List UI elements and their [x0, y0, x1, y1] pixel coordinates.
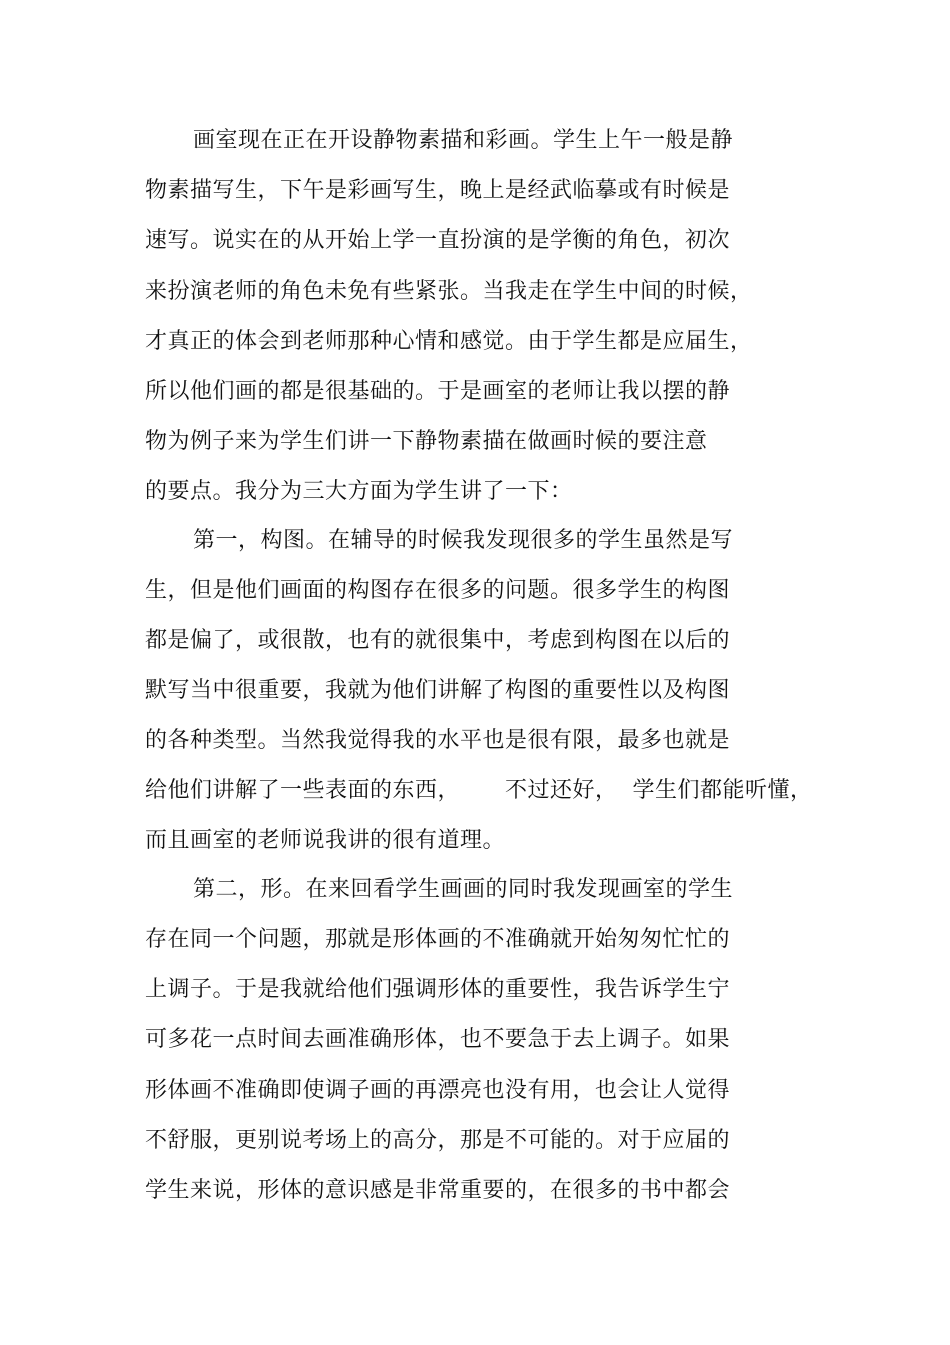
paragraph-3-line-2: 存在同一个问题，那就是形体画的不准确就开始匆匆忙忙的 [145, 927, 731, 952]
paragraph-1-line-1: 画室现在正在开设静物素描和彩画。学生上午一般是静 [193, 128, 734, 153]
paragraph-1-line-4: 来扮演老师的角色未免有些紧张。当我走在学生中间的时候， [145, 279, 753, 304]
paragraph-2-line-2: 生，但是他们画面的构图存在很多的问题。很多学生的构图 [145, 578, 731, 603]
paragraph-2-line-7: 而且画室的老师说我讲的很有道理。 [145, 828, 506, 853]
paragraph-1-line-5: 才真正的体会到老师那种心情和感觉。由于学生都是应届生， [145, 329, 753, 354]
paragraph-3-line-4: 可多花一点时间去画准确形体，也不要急于去上调子。如果 [145, 1027, 731, 1052]
paragraph-3-line-6: 不舒服，更别说考场上的高分，那是不可能的。对于应届的 [145, 1128, 731, 1153]
paragraph-3-line-3: 上调子。于是我就给他们强调形体的重要性，我告诉学生宁 [145, 977, 731, 1002]
paragraph-3-line-1: 第二，形。在来回看学生画画的同时我发现画室的学生 [193, 877, 734, 902]
paragraph-1-line-3: 速写。说实在的从开始上学一直扮演的是学衡的角色，初次 [145, 228, 731, 253]
paragraph-2-line-1: 第一，构图。在辅导的时候我发现很多的学生虽然是写 [193, 528, 734, 553]
paragraph-3-line-5: 形体画不准确即使调子画的再漂亮也没有用，也会让人觉得 [145, 1078, 731, 1103]
paragraph-1-line-6: 所以他们画的都是很基础的。于是画室的老师让我以摆的静 [145, 379, 731, 404]
paragraph-2-line-5: 的各种类型。当然我觉得我的水平也是很有限，最多也就是 [145, 728, 731, 753]
paragraph-1-line-8: 的要点。我分为三大方面为学生讲了一下： [145, 479, 573, 504]
paragraph-1-line-7: 物为例子来为学生们讲一下静物素描在做画时候的要注意 [145, 429, 708, 454]
paragraph-3-line-7: 学生来说，形体的意识感是非常重要的，在很多的书中都会 [145, 1178, 731, 1203]
paragraph-2-line-6: 给他们讲解了一些表面的东西， 不过还好， 学生们都能听懂， [145, 778, 813, 803]
paragraph-1-line-2: 物素描写生，下午是彩画写生，晚上是经武临摹或有时候是 [145, 178, 731, 203]
paragraph-2-line-4: 默写当中很重要，我就为他们讲解了构图的重要性以及构图 [145, 678, 731, 703]
paragraph-2-line-3: 都是偏了，或很散，也有的就很集中，考虑到构图在以后的 [145, 628, 731, 653]
